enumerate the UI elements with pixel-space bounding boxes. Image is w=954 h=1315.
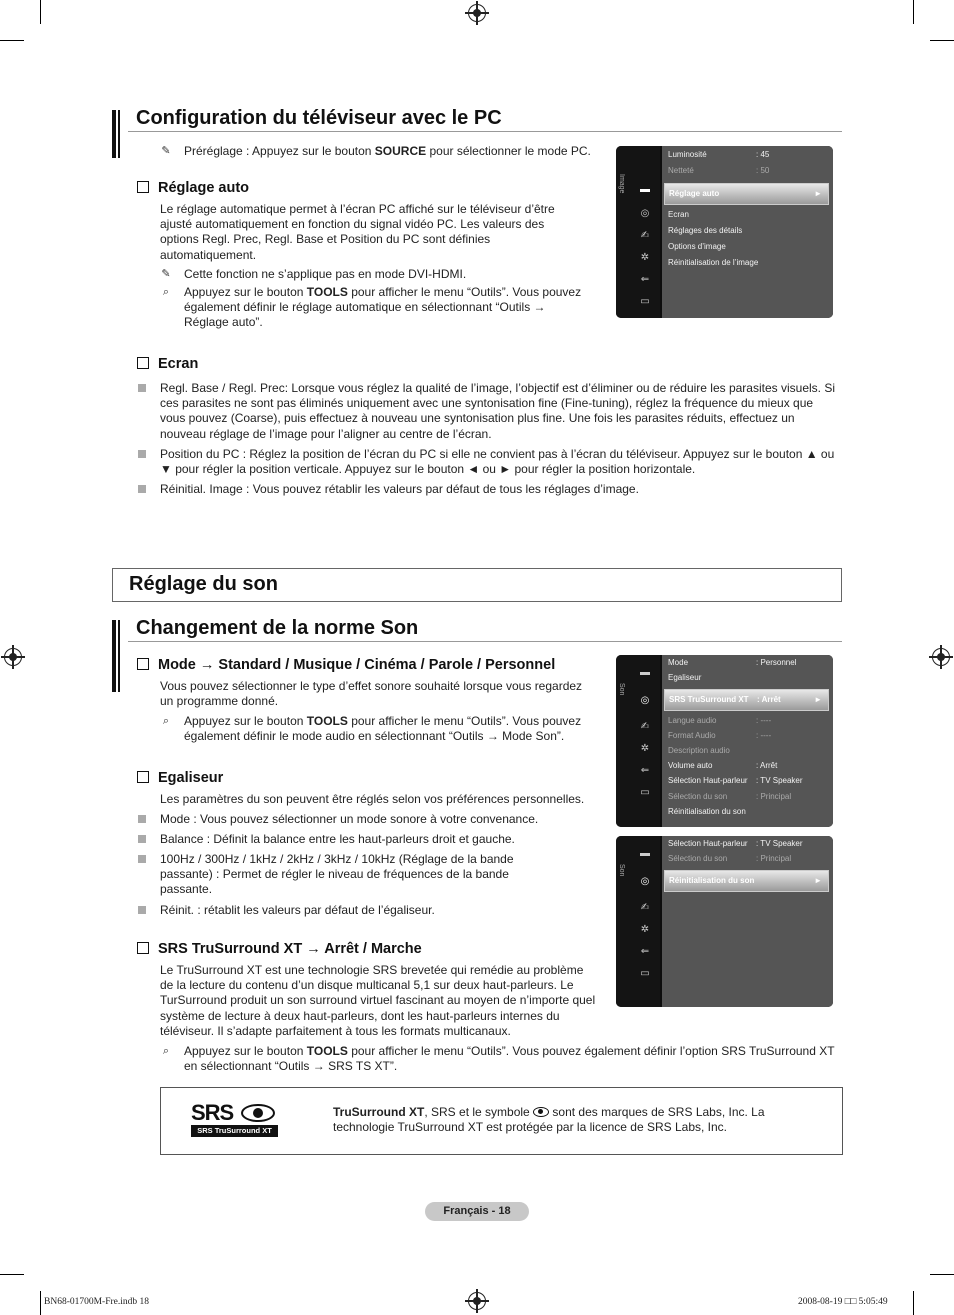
registration-mark-bottom bbox=[468, 1292, 486, 1310]
setup-icon: ✲ bbox=[640, 252, 650, 263]
subhead-ecran: Ecran bbox=[137, 356, 198, 372]
section-heading-son bbox=[112, 568, 842, 602]
osd-menu-item[interactable]: Langue audio : ---- bbox=[668, 715, 772, 725]
checkbox-icon bbox=[137, 181, 149, 193]
sound-icon: ◎ bbox=[640, 876, 650, 887]
osd-son-menu-2: Son ▬ ◎ ✍ ✲ ⇐ ▭ Sélection Haut-parleur : TV Speaker Sélection du son : Principal Réinitialisation du son ► bbox=[616, 836, 833, 1007]
osd-menu-item[interactable]: SRS TruSurround XT : Arrêt ► bbox=[664, 689, 829, 711]
osd-menu-item[interactable]: Format Audio : ---- bbox=[668, 730, 772, 740]
srs-logo: SRS SRS TruSurround XT bbox=[191, 1102, 279, 1138]
arrow-right-icon: ► bbox=[814, 876, 822, 886]
registration-mark-top bbox=[468, 4, 486, 22]
osd-menu-item[interactable]: Ecran bbox=[668, 210, 689, 219]
checkbox-icon bbox=[137, 658, 149, 670]
srs-symbol-icon bbox=[533, 1107, 549, 1117]
sound-icon: ◎ bbox=[640, 208, 650, 219]
osd-menu-item[interactable]: Options d’image bbox=[668, 242, 726, 251]
trademark-text: TruSurround XT, SRS et le symbole sont des marques de SRS Labs, Inc. La technologie TruSurround XT est protégée par la licence de SRS Labs, Inc. bbox=[333, 1105, 765, 1135]
footer-file: BN68-01700M-Fre.indb 18 bbox=[44, 1297, 150, 1307]
subhead-srs: SRS TruSurround XT → Arrêt / Marche bbox=[137, 941, 422, 957]
section-title: Changement de la norme Son bbox=[136, 617, 419, 639]
subhead-reglage-auto: Réglage auto bbox=[137, 180, 249, 196]
osd-menu-item[interactable]: Netteté : 50 bbox=[668, 166, 770, 175]
application-icon: ▭ bbox=[640, 296, 650, 307]
body-mode: Vous pouvez sélectionner le type d’effet sonore souhaité lorsque vous regardez un programme donné. bbox=[160, 679, 583, 709]
osd-menu-item[interactable]: Sélection Haut-parleur : TV Speaker bbox=[668, 776, 803, 786]
osd-menu-item[interactable]: Sélection du son : Principal bbox=[668, 854, 792, 864]
checkbox-icon bbox=[137, 357, 149, 369]
trademark-box bbox=[160, 1087, 843, 1155]
picture-icon: ▬ bbox=[640, 667, 650, 678]
body-srs: Le TruSurround XT est une technologie SRS brevetée qui remédie au problème de la lecture du contenu d’un disque multicanal 5,1 sur deux haut-parleurs. Le TurSurround produit un son surround virtuel fascinant au moyen de n’importe quel système de lecture à deux haut-parleurs, dont les haut-parleurs internes du téléviseur. Il s’adapte parfaitement à tous les formats multicanaux. bbox=[160, 963, 596, 1038]
osd-menu-item[interactable]: Réglage auto ► bbox=[664, 183, 829, 205]
tools-icon: ⌕ bbox=[162, 286, 170, 298]
checkbox-icon bbox=[137, 942, 149, 954]
osd-menu-item[interactable]: Réinitialisation du son bbox=[668, 806, 746, 816]
input-icon: ⇐ bbox=[640, 274, 650, 285]
osd-menu-item[interactable]: Réglages des détails bbox=[668, 226, 743, 235]
osd-image-menu: Image ▬ ◎ ✍ ✲ ⇐ ▭ Luminosité : 45 Netteté : 50 Réglage auto ► Ecran Réglages des détails Options d’image Réinitialisation de l’image bbox=[616, 146, 833, 318]
input-icon: ⇐ bbox=[640, 946, 650, 957]
subhead-egaliseur: Egaliseur bbox=[137, 770, 223, 786]
setup-icon: ✲ bbox=[640, 743, 650, 754]
picture-icon: ▬ bbox=[640, 848, 650, 859]
section-title: Réglage du son bbox=[129, 573, 278, 595]
footer-timestamp: 2008-08-19 □□ 5:05:49 bbox=[798, 1297, 888, 1307]
arrow-right-icon: ► bbox=[814, 189, 822, 198]
osd-menu-item[interactable]: Description audio bbox=[668, 746, 730, 755]
note-icon: ✎ bbox=[161, 145, 171, 157]
picture-icon: ▬ bbox=[640, 184, 650, 195]
osd-menu-item[interactable]: Sélection du son : Principal bbox=[668, 791, 792, 801]
registration-mark-right bbox=[932, 648, 950, 666]
tools-icon: ⌕ bbox=[162, 715, 170, 727]
page-number-badge: Français - 18 bbox=[425, 1202, 529, 1221]
application-icon: ▭ bbox=[640, 787, 650, 798]
osd-menu-item[interactable]: Luminosité : 45 bbox=[668, 150, 770, 159]
body-reglage-auto: Le réglage automatique permet à l’écran PC affiché sur le téléviseur d’être ajusté automatiquement en fonction du signal vidéo PC. Les valeurs des options Regl. Prec, Regl. Base et Position du PC sont définies automatiquement. bbox=[160, 202, 555, 262]
channel-icon: ✍ bbox=[640, 230, 650, 241]
registration-mark-left bbox=[4, 648, 22, 666]
tools-icon: ⌕ bbox=[162, 1045, 170, 1057]
osd-menu-item[interactable]: Mode : Personnel bbox=[668, 658, 797, 667]
srs-symbol-icon bbox=[241, 1104, 275, 1122]
osd-son-menu-1: Son ▬ ◎ ✍ ✲ ⇐ ▭ Mode : Personnel Egaliseur SRS TruSurround XT : Arrêt ► Langue audio : ---- Format Audio : ---- Description audio Volume auto : Arrêt Sélection Haut-parleur : TV Speaker Sélection du son : Principal Réinitialisation du son bbox=[616, 655, 833, 827]
section-title: Configuration du téléviseur avec le PC bbox=[136, 107, 502, 129]
osd-menu-item[interactable]: Réinitialisation de l’image bbox=[668, 258, 759, 267]
channel-icon: ✍ bbox=[640, 902, 650, 913]
setup-icon: ✲ bbox=[640, 924, 650, 935]
subhead-mode: Mode → Standard / Musique / Cinéma / Parole / Personnel bbox=[137, 657, 555, 673]
input-icon: ⇐ bbox=[640, 765, 650, 776]
sound-icon: ◎ bbox=[640, 695, 650, 706]
osd-menu-item[interactable]: Sélection Haut-parleur : TV Speaker bbox=[668, 839, 803, 848]
body-egaliseur: Les paramètres du son peuvent être réglés selon vos préférences personnelles. bbox=[160, 792, 585, 806]
checkbox-icon bbox=[137, 771, 149, 783]
application-icon: ▭ bbox=[640, 968, 650, 979]
osd-menu-item[interactable]: Egaliseur bbox=[668, 673, 702, 683]
osd-menu-item[interactable]: Volume auto : Arrêt bbox=[668, 761, 778, 771]
arrow-right-icon: ► bbox=[814, 695, 822, 705]
osd-menu-item[interactable]: Réinitialisation du son ► bbox=[664, 870, 829, 892]
channel-icon: ✍ bbox=[640, 721, 650, 732]
note-icon: ✎ bbox=[161, 268, 171, 280]
